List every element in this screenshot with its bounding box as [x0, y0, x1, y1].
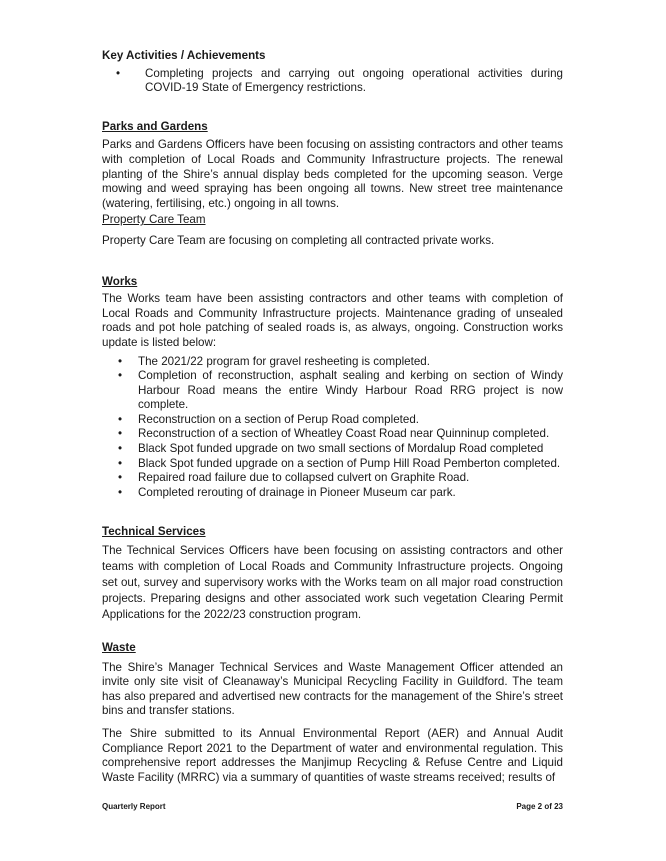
list-item: • The 2021/22 program for gravel resheeting is completed.: [118, 354, 430, 368]
list-item: • Reconstruction of a section of Wheatley Coast Road near Quinninup completed.: [118, 427, 550, 441]
works-heading: Works: [102, 274, 138, 288]
key-activities-heading: Key Activities / Achievements: [102, 49, 266, 62]
list-item: • Repaired road failure due to collapsed culvert on Graphite Road.: [118, 471, 470, 485]
bullet-icon: •: [118, 485, 123, 499]
parks-heading: Parks and Gardens: [102, 119, 208, 133]
works-paragraph: The Works team have been assisting contractors and other teams with completion of Local Roads and Community Infrastructure projects. Maintenance grading of unsealed roads and pot hole patching of sealed roads is, as always, ongoing. Construction works update is listed below:: [102, 292, 563, 349]
bullet-icon: •: [118, 427, 123, 441]
list-item: • Completing projects and carrying out ongoing operational activities during COVID-19 State of Emergency restrictions.: [116, 66, 563, 95]
list-item: • Reconstruction on a section of Perup Road completed.: [118, 412, 419, 426]
bullet-icon: •: [118, 412, 123, 426]
list-item: • Completed rerouting of drainage in Pioneer Museum car park.: [118, 485, 456, 499]
waste-paragraph-2: The Shire submitted to its Annual Environmental Report (AER) and Annual Audit Compliance Report 2021 to the Department of water and environmental regulation. This comprehensive report addresses the Manjimup Recycling & Refuse Centre and Liquid Waste Facility (MRRC) via a summary of quantities of waste streams received; results of: [102, 727, 563, 784]
waste-paragraph-1: The Shire’s Manager Technical Services and Waste Management Officer attended an invite only site visit of Cleanaway’s Municipal Recycling Facility in Guildford. The team has also prepared and advertised new contracts for the management of the Shire’s street bins and transfer stations.: [102, 660, 563, 718]
parks-paragraph: Parks and Gardens Officers have been focusing on assisting contractors and other teams with completion of Local Roads and Community Infrastructure projects. The renewal planting of the Shire’s annual display beds completed for the upcoming season. Verge mowing and weed spraying has been ongoing all towns. New street tree maintenance (watering, fertilising, etc.) ongoing in all towns.: [102, 138, 563, 210]
list-item: • Black Spot funded upgrade on two small sections of Mordalup Road completed: [118, 442, 544, 456]
property-care-paragraph: Property Care Team are focusing on completing all contracted private works.: [102, 233, 495, 247]
bullet-icon: •: [116, 66, 121, 80]
works-list: [102, 355, 563, 501]
key-activities-list: [102, 67, 563, 96]
bullet-icon: •: [118, 369, 123, 383]
page-content: [102, 49, 563, 785]
footer-title: Quarterly Report: [102, 802, 166, 811]
bullet-icon: •: [118, 456, 123, 470]
list-item: • Completion of reconstruction, asphalt sealing and kerbing on section of Windy Harbour Road means the entire Windy Harbour Road RRG project is now complete.: [118, 369, 563, 412]
technical-heading: Technical Services: [102, 525, 206, 539]
technical-paragraph: The Technical Services Officers have been focusing on assisting contractors and other teams with completion of Local Roads and Community Infrastructure projects. Ongoing set out, survey and supervisory works with the Works team on all major road construction projects. Preparing designs and other associated work such vegetation Clearing Permit Applications for the 2022/23 construction program.: [102, 544, 563, 622]
property-care-subheading: Property Care Team: [102, 213, 206, 227]
waste-heading: Waste: [102, 641, 136, 655]
bullet-icon: •: [118, 471, 123, 485]
page-number: Page 2 of 23: [516, 802, 563, 811]
list-item: • Black Spot funded upgrade on a section of Pump Hill Road Pemberton completed.: [118, 456, 561, 470]
bullet-icon: •: [118, 442, 123, 456]
bullet-icon: •: [118, 354, 123, 368]
